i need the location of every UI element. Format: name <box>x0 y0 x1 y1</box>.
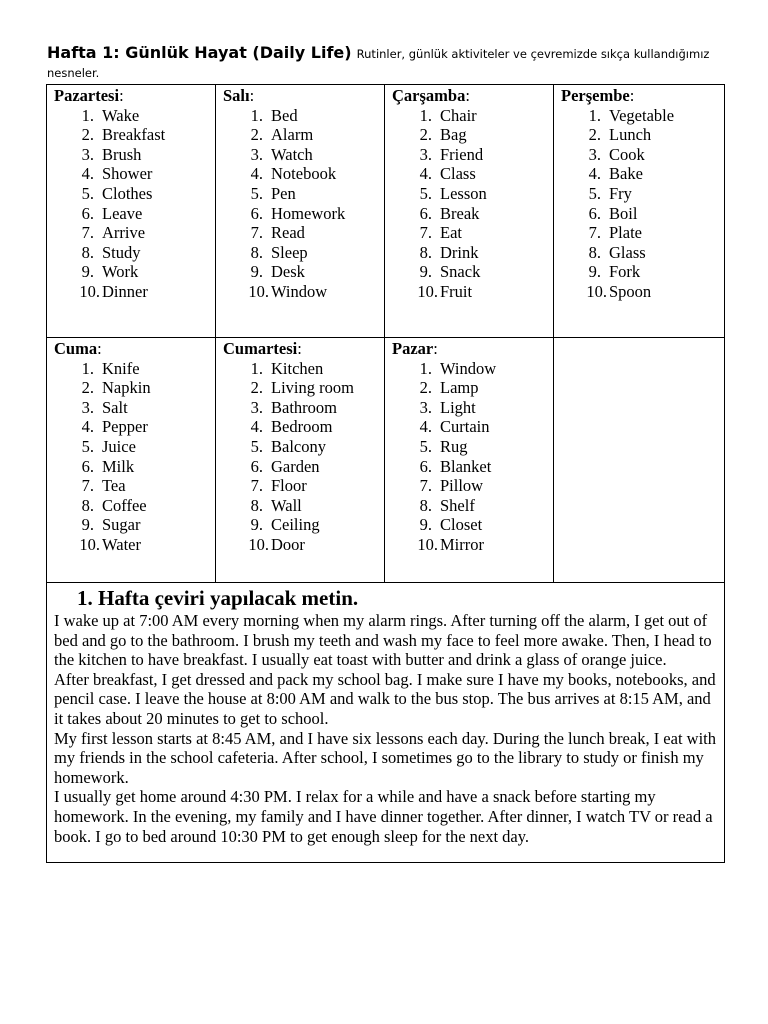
vocab-word: Shelf <box>440 495 475 515</box>
day-cell <box>554 85 725 338</box>
vocab-word: Door <box>271 534 305 554</box>
list-item: 6. Homework <box>250 203 346 223</box>
vocab-word: Chair <box>440 105 477 125</box>
list-item: 3. Watch <box>250 144 313 164</box>
vocab-word: Desk <box>271 262 305 282</box>
day-name: Pazartesi <box>54 86 120 105</box>
list-item: 7. Floor <box>250 476 307 496</box>
vocab-word: Breakfast <box>102 125 166 145</box>
vocab-word: Fry <box>609 183 632 203</box>
list-item: 2. Living room <box>250 378 354 398</box>
day-cell <box>47 338 216 583</box>
list-item: 9. Desk <box>250 262 305 282</box>
table-row <box>47 338 725 583</box>
day-name: Perşembe <box>561 86 630 105</box>
list-item: 7. Read <box>250 223 305 243</box>
translation-cell <box>47 583 725 863</box>
page-subtitle: Rutinler, günlük aktiviteler ve çevremizde sıkça kullandığımız nesneler. <box>47 47 710 80</box>
vocab-word: Knife <box>102 358 140 378</box>
vocab-word: Window <box>271 281 328 301</box>
vocab-word: Water <box>102 534 141 554</box>
list-item: 1. Wake <box>81 105 140 125</box>
vocab-word: Curtain <box>440 417 490 437</box>
list-item: 3. Light <box>419 397 476 417</box>
list-item: 4. Class <box>419 164 476 184</box>
vocab-word: Bedroom <box>271 417 333 437</box>
vocab-word: Kitchen <box>271 358 324 378</box>
list-item: 3. Bathroom <box>250 397 337 417</box>
vocab-word: Wall <box>271 495 302 515</box>
vocab-word: Cook <box>609 144 645 164</box>
vocab-word: Pen <box>271 183 296 203</box>
vocab-word: Fruit <box>440 281 473 301</box>
vocab-word: Vegetable <box>609 105 675 125</box>
list-item: 3. Friend <box>419 144 484 164</box>
list-item: 6. Garden <box>250 456 320 476</box>
list-item: 10. Door <box>248 534 305 554</box>
document-header <box>47 44 727 82</box>
list-item: 4. Bedroom <box>250 417 333 437</box>
day-name: Salı <box>223 86 250 105</box>
day-heading: Cumartesi: <box>223 339 302 358</box>
vocab-word: Class <box>440 164 476 184</box>
vocab-word: Brush <box>102 144 142 164</box>
day-cell <box>47 85 216 338</box>
list-item: 2. Alarm <box>250 125 314 145</box>
vocab-word: Pillow <box>440 476 484 496</box>
list-item: 1. Vegetable <box>588 105 675 125</box>
translation-paragraph: I wake up at 7:00 AM every morning when my alarm rings. After turning off the alarm, I get out of bed and go to the bathroom. I brush my teeth and wash my face to feel more awake. Then, I head to the kitchen to have breakfast. I usually eat toast with butter and drink a glass of orange juice. <box>54 611 712 670</box>
vocab-word: Sugar <box>102 515 141 535</box>
list-item: 10. Mirror <box>417 534 484 554</box>
vocab-word: Living room <box>271 378 354 398</box>
word-list <box>561 106 717 302</box>
list-item: 9. Fork <box>588 262 641 282</box>
list-item: 9. Closet <box>419 515 483 535</box>
vocabulary-table <box>46 84 725 863</box>
word-list <box>54 106 208 302</box>
vocab-word: Bed <box>271 105 298 125</box>
day-name: Cuma <box>54 339 98 358</box>
vocab-word: Study <box>102 242 141 262</box>
list-item: 7. Plate <box>588 223 642 243</box>
vocab-word: Boil <box>609 203 638 223</box>
vocab-word: Salt <box>102 397 128 417</box>
day-heading: Perşembe: <box>561 86 635 105</box>
translation-paragraph: After breakfast, I get dressed and pack my school bag. I make sure I have my books, notebooks, and pencil case. I leave the house at 8:00 AM and walk to the bus stop. The bus arrives at 8:15 AM, and it takes about 20 minutes to get to school. <box>54 669 716 728</box>
list-item: 5. Rug <box>419 436 468 456</box>
list-item: 8. Coffee <box>81 495 147 515</box>
list-item: 10. Water <box>79 534 141 554</box>
list-item: 5. Pen <box>250 183 296 203</box>
vocab-word: Plate <box>609 223 642 243</box>
day-name: Pazar <box>392 339 434 358</box>
vocab-word: Lesson <box>440 183 487 203</box>
day-name: Çarşamba <box>392 86 466 105</box>
list-item: 2. Breakfast <box>81 125 166 145</box>
translation-paragraph: I usually get home around 4:30 PM. I relax for a while and have a snack before starting my homework. In the evening, my family and I have dinner together. After dinner, I watch TV or read a book. I go to bed around 10:30 PM to get enough sleep for the next day. <box>54 787 713 846</box>
vocab-word: Read <box>271 223 305 243</box>
day-heading: Pazar: <box>392 339 438 358</box>
vocab-word: Ceiling <box>271 515 320 535</box>
day-heading: Cuma: <box>54 339 102 358</box>
list-item: 7. Arrive <box>81 223 146 243</box>
list-item: 3. Cook <box>588 144 645 164</box>
list-item: 6. Blanket <box>419 456 492 476</box>
list-item: 9. Sugar <box>81 515 141 535</box>
vocab-word: Work <box>102 262 139 282</box>
vocab-word: Napkin <box>102 378 151 398</box>
vocab-word: Sleep <box>271 242 308 262</box>
vocab-word: Closet <box>440 515 483 535</box>
list-item: 8. Glass <box>588 242 646 262</box>
list-item: 6. Break <box>419 203 480 223</box>
translation-text <box>54 611 717 846</box>
list-item: 8. Sleep <box>250 242 308 262</box>
vocab-word: Eat <box>440 223 462 243</box>
list-item: 2. Lunch <box>588 125 652 145</box>
list-item: 5. Clothes <box>81 183 153 203</box>
list-item: 4. Bake <box>588 164 643 184</box>
list-item: 3. Brush <box>81 144 142 164</box>
vocab-word: Homework <box>271 203 346 223</box>
vocab-word: Light <box>440 397 476 417</box>
list-item: 7. Pillow <box>419 476 484 496</box>
list-item: 2. Bag <box>419 125 467 145</box>
vocab-word: Tea <box>102 476 126 496</box>
list-item: 9. Ceiling <box>250 515 320 535</box>
list-item: 8. Shelf <box>419 495 475 515</box>
vocab-word: Drink <box>440 242 479 262</box>
vocab-word: Friend <box>440 144 484 164</box>
vocab-word: Arrive <box>102 223 146 243</box>
day-cell <box>385 85 554 338</box>
vocab-word: Spoon <box>609 281 652 301</box>
list-item: 1. Knife <box>81 358 140 378</box>
list-item: 4. Pepper <box>81 417 148 437</box>
word-list <box>223 106 377 302</box>
vocab-word: Juice <box>102 436 136 456</box>
word-list <box>223 359 377 555</box>
list-item: 2. Napkin <box>81 378 151 398</box>
table-row <box>47 85 725 338</box>
list-item: 6. Leave <box>81 203 143 223</box>
list-item: 9. Snack <box>419 262 481 282</box>
list-item: 6. Milk <box>81 456 135 476</box>
vocab-word: Alarm <box>271 125 314 145</box>
list-item: 9. Work <box>81 262 139 282</box>
list-item: 2. Lamp <box>419 378 479 398</box>
list-item: 8. Wall <box>250 495 302 515</box>
vocab-word: Floor <box>271 476 307 496</box>
list-item: 8. Drink <box>419 242 479 262</box>
vocab-word: Bake <box>609 164 643 184</box>
vocab-word: Mirror <box>440 534 484 554</box>
vocab-word: Lamp <box>440 378 479 398</box>
list-item: 4. Shower <box>81 164 153 184</box>
list-item: 1. Chair <box>419 105 477 125</box>
list-item: 10. Dinner <box>79 281 148 301</box>
page-title: Hafta 1: Günlük Hayat (Daily Life) <box>47 43 352 62</box>
vocab-word: Shower <box>102 164 153 184</box>
list-item: 1. Window <box>419 358 497 378</box>
list-item: 4. Curtain <box>419 417 490 437</box>
vocab-word: Balcony <box>271 436 326 456</box>
list-item: 7. Eat <box>419 223 462 243</box>
vocab-word: Coffee <box>102 495 147 515</box>
word-list <box>54 359 208 555</box>
list-item: 1. Bed <box>250 105 298 125</box>
vocab-word: Milk <box>102 456 135 476</box>
vocab-word: Notebook <box>271 164 337 184</box>
vocab-word: Break <box>440 203 480 223</box>
list-item: 10. Window <box>248 281 328 301</box>
list-item: 5. Fry <box>588 183 632 203</box>
word-list <box>392 359 546 555</box>
vocab-word: Bathroom <box>271 397 337 417</box>
vocab-word: Pepper <box>102 417 148 437</box>
vocab-word: Bag <box>440 125 467 145</box>
day-heading: Pazartesi: <box>54 86 124 105</box>
vocab-word: Clothes <box>102 183 153 203</box>
list-item: 10. Spoon <box>586 281 652 301</box>
translation-paragraph: My first lesson starts at 8:45 AM, and I have six lessons each day. During the lunch break, I eat with my friends in the school cafeteria. After school, I sometimes go to the library to study or finish my homework. <box>54 728 716 787</box>
vocab-word: Rug <box>440 436 468 456</box>
day-heading: Çarşamba: <box>392 86 470 105</box>
word-list <box>392 106 546 302</box>
vocab-word: Fork <box>609 262 641 282</box>
vocab-word: Leave <box>102 203 143 223</box>
list-item: 1. Kitchen <box>250 358 324 378</box>
list-item: 10. Fruit <box>417 281 473 301</box>
translation-heading: 1. Hafta çeviri yapılacak metin. <box>77 586 359 610</box>
vocab-word: Dinner <box>102 281 148 301</box>
list-item: 4. Notebook <box>250 164 337 184</box>
list-item: 8. Study <box>81 242 141 262</box>
vocab-word: Lunch <box>609 125 652 145</box>
vocab-word: Watch <box>271 144 313 164</box>
empty-cell <box>554 338 725 583</box>
list-item: 7. Tea <box>81 476 126 496</box>
list-item: 5. Lesson <box>419 183 487 203</box>
table-row <box>47 583 725 863</box>
day-cell <box>385 338 554 583</box>
vocab-word: Wake <box>102 105 140 125</box>
vocab-word: Glass <box>609 242 646 262</box>
vocab-word: Blanket <box>440 456 492 476</box>
day-cell <box>216 85 385 338</box>
vocab-word: Garden <box>271 456 320 476</box>
day-name: Cumartesi <box>223 339 298 358</box>
list-item: 3. Salt <box>81 397 128 417</box>
vocab-word: Window <box>440 358 497 378</box>
list-item: 5. Juice <box>81 436 136 456</box>
day-cell <box>216 338 385 583</box>
list-item: 5. Balcony <box>250 436 326 456</box>
list-item: 6. Boil <box>588 203 638 223</box>
day-heading: Salı: <box>223 86 255 105</box>
vocab-word: Snack <box>440 262 481 282</box>
